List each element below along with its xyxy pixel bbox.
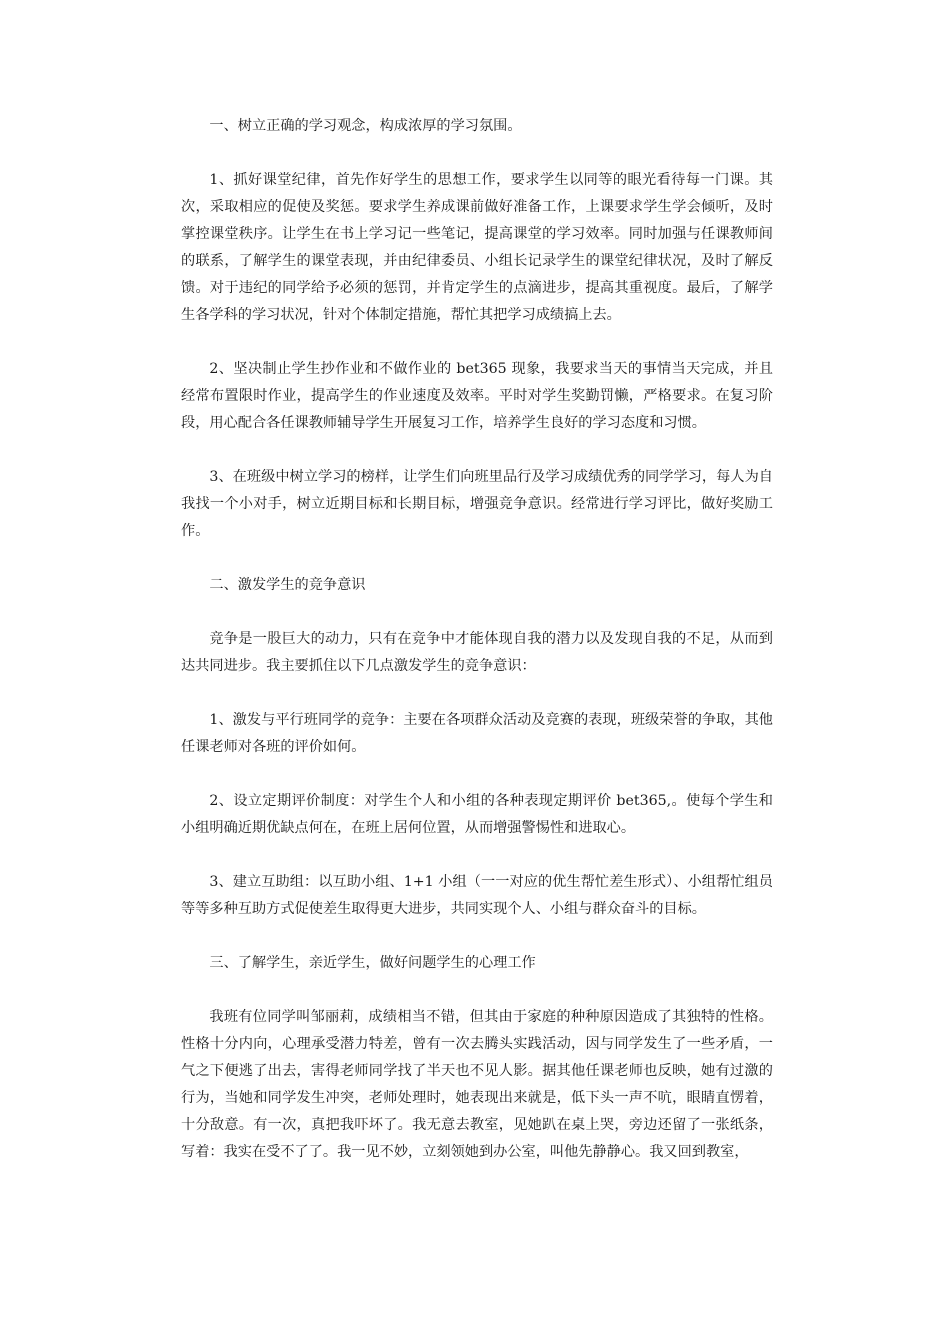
document-page (181, 113, 773, 1193)
section-1-paragraph-1: 1、抓好课堂纪律，首先作好学生的思想工作，要求学生以同等的眼光看待每一门课。其次，采取相应的促使及奖惩。要求学生养成课前做好准备工作，上课要求学生学会倾听，及时掌控课堂秩序。让学生在书上学习记一些笔记，提高课堂的学习效率。同时加强与任课教师间的联系，了解学生的课堂表现，并由纪律委员、小组长记录学生的课堂纪律状况，及时了解反馈。对于违纪的同学给予必须的惩罚，并肯定学生的点滴进步，提高其重视度。最后，了解学生各学科的学习状况，针对个体制定措施，帮忙其把学习成绩搞上去。 (181, 172, 773, 323)
section-1-paragraph-3: 3、在班级中树立学习的榜样，让学生们向班里品行及学习成绩优秀的同学学习，每人为自我找一个小对手，树立近期目标和长期目标，增强竞争意识。经常进行学习评比，做好奖励工作。 (181, 469, 773, 539)
section-2-paragraph-4: 3、建立互助组：以互助小组、1+1 小组（一一对应的优生帮忙差生形式）、小组帮忙组员等等多种互助方式促使差生取得更大进步，共同实现个人、小组与群众奋斗的目标。 (181, 874, 773, 917)
section-3-heading: 三、了解学生，亲近学生，做好问题学生的心理工作 (209, 955, 536, 971)
section-1-heading: 一、树立正确的学习观念，构成浓厚的学习氛围。 (209, 118, 522, 134)
section-2-paragraph-1: 竞争是一股巨大的动力，只有在竞争中才能体现自我的潜力以及发现自我的不足，从而到达共同进步。我主要抓住以下几点激发学生的竞争意识： (181, 631, 773, 674)
section-3-paragraph-1: 我班有位同学叫邹丽莉，成绩相当不错，但其由于家庭的种种原因造成了其独特的性格。性格十分内向，心理承受潜力特差，曾有一次去腾头实践活动，因与同学发生了一些矛盾，一气之下便逃了出去，害得老师同学找了半天也不见人影。据其他任课老师也反映，她有过激的行为，当她和同学发生冲突，老师处理时，她表现出来就是，低下头一声不吭，眼睛直愣着，十分敌意。有一次，真把我吓坏了。我无意去教室，见她趴在桌上哭，旁边还留了一张纸条，写着：我实在受不了了。我一见不妙，立刻领她到办公室，叫他先静静心。我又回到教室， (181, 1009, 773, 1160)
section-1-paragraph-2: 2、坚决制止学生抄作业和不做作业的 bet365 现象，我要求当天的事情当天完成，并且经常布置限时作业，提高学生的作业速度及效率。平时对学生奖勤罚懒，严格要求。在复习阶段，用心配合各任课教师辅导学生开展复习工作，培养学生良好的学习态度和习惯。 (181, 361, 773, 431)
section-2-paragraph-2: 1、激发与平行班同学的竞争：主要在各项群众活动及竞赛的表现，班级荣誉的争取，其他任课老师对各班的评价如何。 (181, 712, 773, 755)
section-2-heading: 二、激发学生的竞争意识 (209, 577, 366, 593)
section-2-paragraph-3: 2、设立定期评价制度：对学生个人和小组的各种表现定期评价 bet365,。使每个学生和小组明确近期优缺点何在，在班上居何位置，从而增强警惕性和进取心。 (181, 793, 773, 836)
